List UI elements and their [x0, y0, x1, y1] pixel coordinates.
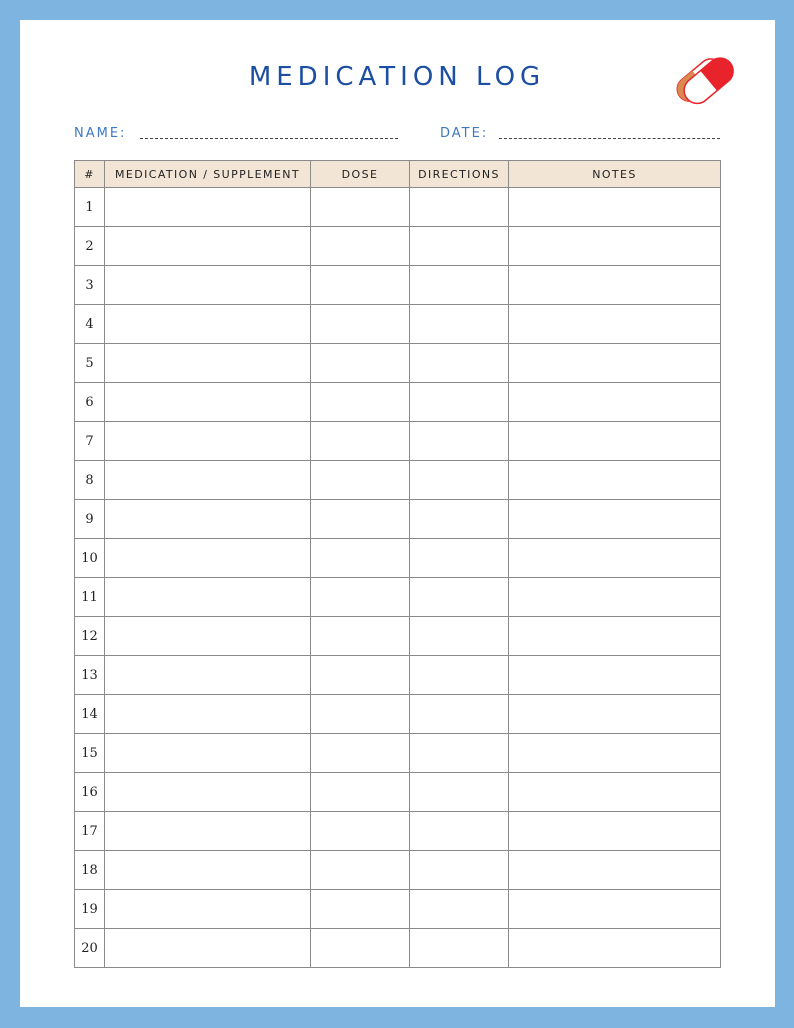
- page-title: MEDICATION LOG: [248, 62, 546, 92]
- column-header-dose: DOSE: [311, 161, 410, 188]
- table-row: [75, 305, 721, 344]
- notes-cell[interactable]: [509, 929, 721, 968]
- directions-cell[interactable]: [410, 227, 509, 266]
- notes-cell[interactable]: [509, 695, 721, 734]
- medication-cell[interactable]: [105, 617, 311, 656]
- medication-cell[interactable]: [105, 812, 311, 851]
- notes-cell[interactable]: [509, 617, 721, 656]
- directions-cell[interactable]: [410, 461, 509, 500]
- table-row: [75, 422, 721, 461]
- directions-cell[interactable]: [410, 734, 509, 773]
- row-number: 19: [75, 890, 105, 929]
- medication-log-table: [74, 160, 721, 968]
- medication-cell[interactable]: [105, 929, 311, 968]
- dose-cell[interactable]: [311, 890, 410, 929]
- row-number: 11: [75, 578, 105, 617]
- medication-cell[interactable]: [105, 383, 311, 422]
- row-number: 2: [75, 227, 105, 266]
- column-header-number: #: [75, 161, 105, 188]
- table-row: [75, 734, 721, 773]
- row-number: 15: [75, 734, 105, 773]
- dose-cell[interactable]: [311, 539, 410, 578]
- dose-cell[interactable]: [311, 383, 410, 422]
- notes-cell[interactable]: [509, 461, 721, 500]
- row-number: 14: [75, 695, 105, 734]
- medication-cell[interactable]: [105, 305, 311, 344]
- notes-cell[interactable]: [509, 890, 721, 929]
- notes-cell[interactable]: [509, 812, 721, 851]
- notes-cell[interactable]: [509, 656, 721, 695]
- row-number: 1: [75, 188, 105, 227]
- dose-cell[interactable]: [311, 305, 410, 344]
- row-number: 12: [75, 617, 105, 656]
- notes-cell[interactable]: [509, 266, 721, 305]
- table-row: [75, 890, 721, 929]
- directions-cell[interactable]: [410, 656, 509, 695]
- dose-cell[interactable]: [311, 851, 410, 890]
- medication-cell[interactable]: [105, 890, 311, 929]
- table-row: [75, 461, 721, 500]
- dose-cell[interactable]: [311, 188, 410, 227]
- column-header-medication: MEDICATION / SUPPLEMENT: [105, 161, 311, 188]
- dose-cell[interactable]: [311, 227, 410, 266]
- directions-cell[interactable]: [410, 617, 509, 656]
- directions-cell[interactable]: [410, 890, 509, 929]
- directions-cell[interactable]: [410, 773, 509, 812]
- dose-cell[interactable]: [311, 500, 410, 539]
- notes-cell[interactable]: [509, 773, 721, 812]
- column-header-notes: NOTES: [509, 161, 721, 188]
- medication-cell[interactable]: [105, 344, 311, 383]
- medication-cell[interactable]: [105, 461, 311, 500]
- directions-cell[interactable]: [410, 305, 509, 344]
- directions-cell[interactable]: [410, 851, 509, 890]
- table-row: [75, 344, 721, 383]
- notes-cell[interactable]: [509, 578, 721, 617]
- notes-cell[interactable]: [509, 500, 721, 539]
- table-row: [75, 695, 721, 734]
- dose-cell[interactable]: [311, 812, 410, 851]
- notes-cell[interactable]: [509, 344, 721, 383]
- medication-cell[interactable]: [105, 656, 311, 695]
- medication-cell[interactable]: [105, 188, 311, 227]
- row-number: 9: [75, 500, 105, 539]
- directions-cell[interactable]: [410, 344, 509, 383]
- medication-cell[interactable]: [105, 851, 311, 890]
- row-number: 4: [75, 305, 105, 344]
- dose-cell[interactable]: [311, 578, 410, 617]
- table-row: [75, 812, 721, 851]
- name-label: NAME:: [74, 126, 127, 141]
- dose-cell[interactable]: [311, 461, 410, 500]
- directions-cell[interactable]: [410, 539, 509, 578]
- medication-cell[interactable]: [105, 734, 311, 773]
- table-row: [75, 929, 721, 968]
- dose-cell[interactable]: [311, 734, 410, 773]
- dose-cell[interactable]: [311, 695, 410, 734]
- row-number: 16: [75, 773, 105, 812]
- directions-cell[interactable]: [410, 695, 509, 734]
- directions-cell[interactable]: [410, 500, 509, 539]
- date-label: DATE:: [440, 126, 489, 141]
- table-header-row: [75, 161, 721, 188]
- row-number: 10: [75, 539, 105, 578]
- medication-cell[interactable]: [105, 227, 311, 266]
- dose-cell[interactable]: [311, 422, 410, 461]
- medication-cell[interactable]: [105, 773, 311, 812]
- directions-cell[interactable]: [410, 929, 509, 968]
- table-row: [75, 227, 721, 266]
- row-number: 20: [75, 929, 105, 968]
- medication-cell[interactable]: [105, 500, 311, 539]
- dose-cell[interactable]: [311, 617, 410, 656]
- table-row: [75, 851, 721, 890]
- medication-cell[interactable]: [105, 422, 311, 461]
- notes-cell[interactable]: [509, 227, 721, 266]
- notes-cell[interactable]: [509, 305, 721, 344]
- row-number: 8: [75, 461, 105, 500]
- table-row: [75, 266, 721, 305]
- pill-capsule-icon: [668, 40, 738, 116]
- column-header-directions: DIRECTIONS: [410, 161, 509, 188]
- medication-cell[interactable]: [105, 695, 311, 734]
- table-row: [75, 617, 721, 656]
- dose-cell[interactable]: [311, 266, 410, 305]
- notes-cell[interactable]: [509, 383, 721, 422]
- table-row: [75, 656, 721, 695]
- row-number: 18: [75, 851, 105, 890]
- directions-cell[interactable]: [410, 188, 509, 227]
- directions-cell[interactable]: [410, 266, 509, 305]
- directions-cell[interactable]: [410, 578, 509, 617]
- notes-cell[interactable]: [509, 851, 721, 890]
- row-number: 6: [75, 383, 105, 422]
- dose-cell[interactable]: [311, 344, 410, 383]
- directions-cell[interactable]: [410, 383, 509, 422]
- table-row: [75, 188, 721, 227]
- notes-cell[interactable]: [509, 539, 721, 578]
- table-row: [75, 383, 721, 422]
- medication-cell[interactable]: [105, 578, 311, 617]
- notes-cell[interactable]: [509, 188, 721, 227]
- dose-cell[interactable]: [311, 773, 410, 812]
- notes-cell[interactable]: [509, 422, 721, 461]
- row-number: 13: [75, 656, 105, 695]
- table-row: [75, 539, 721, 578]
- dose-cell[interactable]: [311, 656, 410, 695]
- name-field[interactable]: [140, 138, 398, 139]
- row-number: 3: [75, 266, 105, 305]
- row-number: 5: [75, 344, 105, 383]
- medication-cell[interactable]: [105, 266, 311, 305]
- table-row: [75, 500, 721, 539]
- dose-cell[interactable]: [311, 929, 410, 968]
- table-row: [75, 578, 721, 617]
- row-number: 7: [75, 422, 105, 461]
- directions-cell[interactable]: [410, 812, 509, 851]
- notes-cell[interactable]: [509, 734, 721, 773]
- date-field[interactable]: [499, 138, 720, 139]
- row-number: 17: [75, 812, 105, 851]
- directions-cell[interactable]: [410, 422, 509, 461]
- medication-cell[interactable]: [105, 539, 311, 578]
- table-row: [75, 773, 721, 812]
